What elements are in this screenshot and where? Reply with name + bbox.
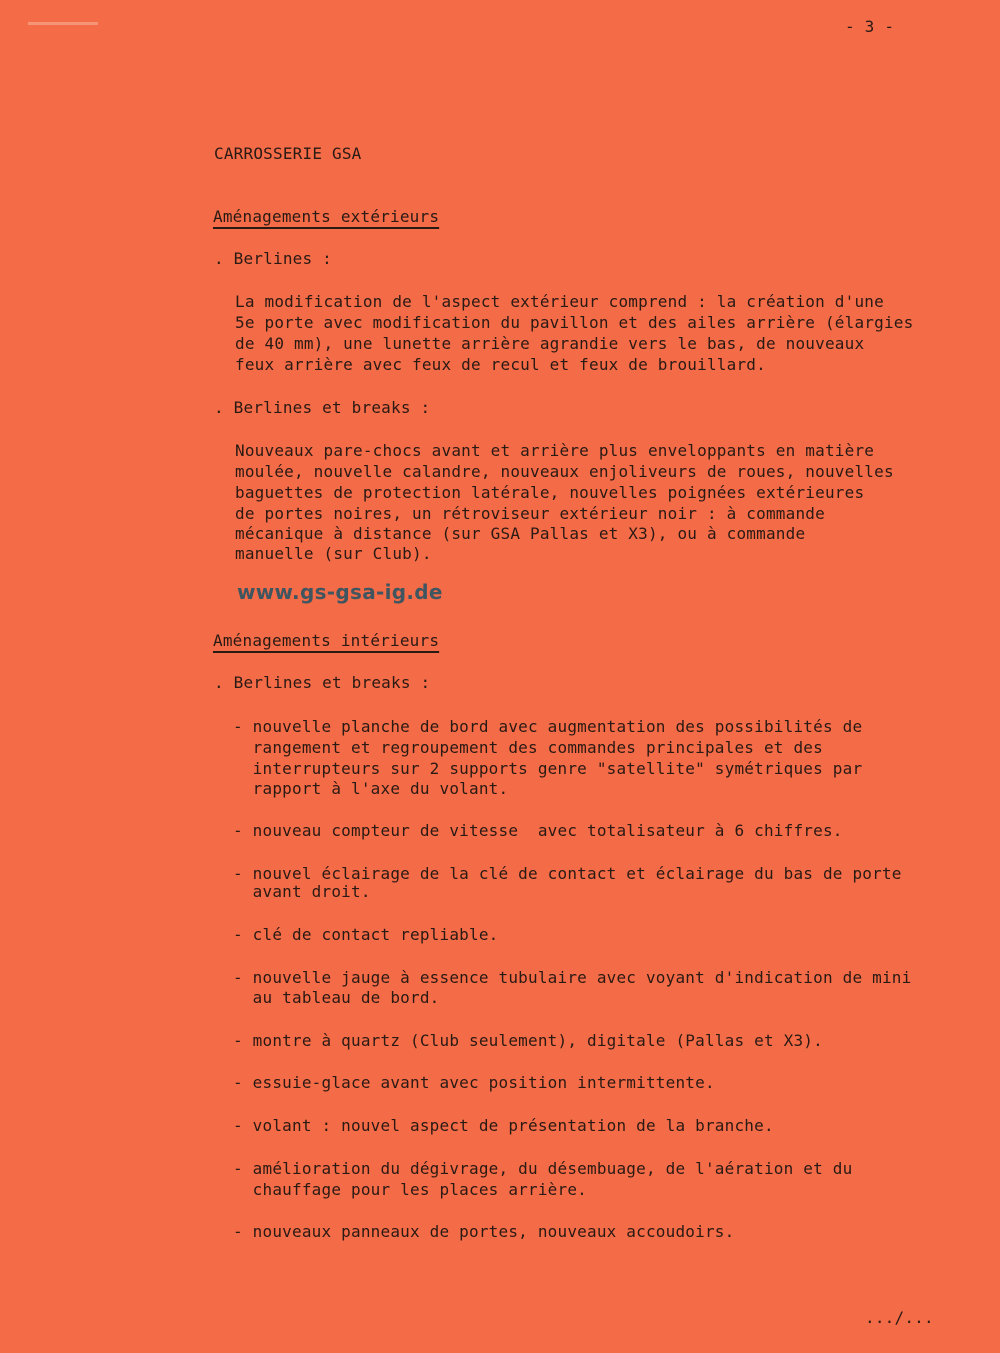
- label-berlines-breaks: . Berlines et breaks :: [214, 398, 431, 417]
- text-line: de portes noires, un rétroviseur extérieur noir : à commande: [235, 504, 825, 523]
- continuation-mark: .../...: [865, 1308, 934, 1327]
- text-line: interrupteurs sur 2 supports genre "satellite" symétriques par: [233, 759, 863, 778]
- text-line: rangement et regroupement des commandes principales et des: [233, 738, 823, 757]
- text-line: rapport à l'axe du volant.: [233, 779, 509, 798]
- page-number: - 3 -: [845, 17, 895, 36]
- page-title: CARROSSERIE GSA: [214, 144, 362, 163]
- text-line: mécanique à distance (sur GSA Pallas et X3), ou à commande: [235, 524, 806, 543]
- text-line: Nouveaux pare-chocs avant et arrière plus enveloppants en matière: [235, 441, 875, 460]
- text-line: moulée, nouvelle calandre, nouveaux enjoliveurs de roues, nouvelles: [235, 462, 894, 481]
- text-line: chauffage pour les places arrière.: [233, 1180, 587, 1199]
- text-line: 5e porte avec modification du pavillon et des ailes arrière (élargies: [235, 313, 914, 332]
- text-line: - nouveaux panneaux de portes, nouveaux accoudoirs.: [233, 1222, 735, 1241]
- label-berlines: . Berlines :: [214, 249, 332, 268]
- text-line: baguettes de protection latérale, nouvelles poignées extérieures: [235, 483, 865, 502]
- text-line: manuelle (sur Club).: [235, 544, 432, 563]
- text-line: - montre à quartz (Club seulement), digitale (Pallas et X3).: [233, 1031, 823, 1050]
- text-line: au tableau de bord.: [233, 988, 440, 1007]
- paper-mark: [28, 22, 98, 25]
- text-line: feux arrière avec feux de recul et feux de brouillard.: [235, 355, 766, 374]
- text-line: de 40 mm), une lunette arrière agrandie vers le bas, de nouveaux: [235, 334, 865, 353]
- text-line: - nouvelle planche de bord avec augmentation des possibilités de: [233, 717, 863, 736]
- text-line: - essuie-glace avant avec position intermittente.: [233, 1073, 715, 1092]
- text-line: - amélioration du dégivrage, du désembuage, de l'aération et du: [233, 1159, 853, 1178]
- text-line: La modification de l'aspect extérieur comprend : la création d'une: [235, 292, 884, 311]
- text-line: - nouvelle jauge à essence tubulaire avec voyant d'indication de mini: [233, 968, 912, 987]
- heading-interieurs: Aménagements intérieurs: [213, 631, 440, 650]
- text-line: - nouveau compteur de vitesse avec totalisateur à 6 chiffres.: [233, 821, 843, 840]
- heading-exterieurs: Aménagements extérieurs: [213, 207, 440, 226]
- label-interieurs-berlines-breaks: . Berlines et breaks :: [214, 673, 431, 692]
- text-line: - volant : nouvel aspect de présentation de la branche.: [233, 1116, 774, 1135]
- text-line: - nouvel éclairage de la clé de contact et éclairage du bas de porte: [233, 864, 902, 883]
- text-line: avant droit.: [233, 882, 371, 901]
- text-line: - clé de contact repliable.: [233, 925, 499, 944]
- watermark-url: www.gs-gsa-ig.de: [237, 580, 443, 604]
